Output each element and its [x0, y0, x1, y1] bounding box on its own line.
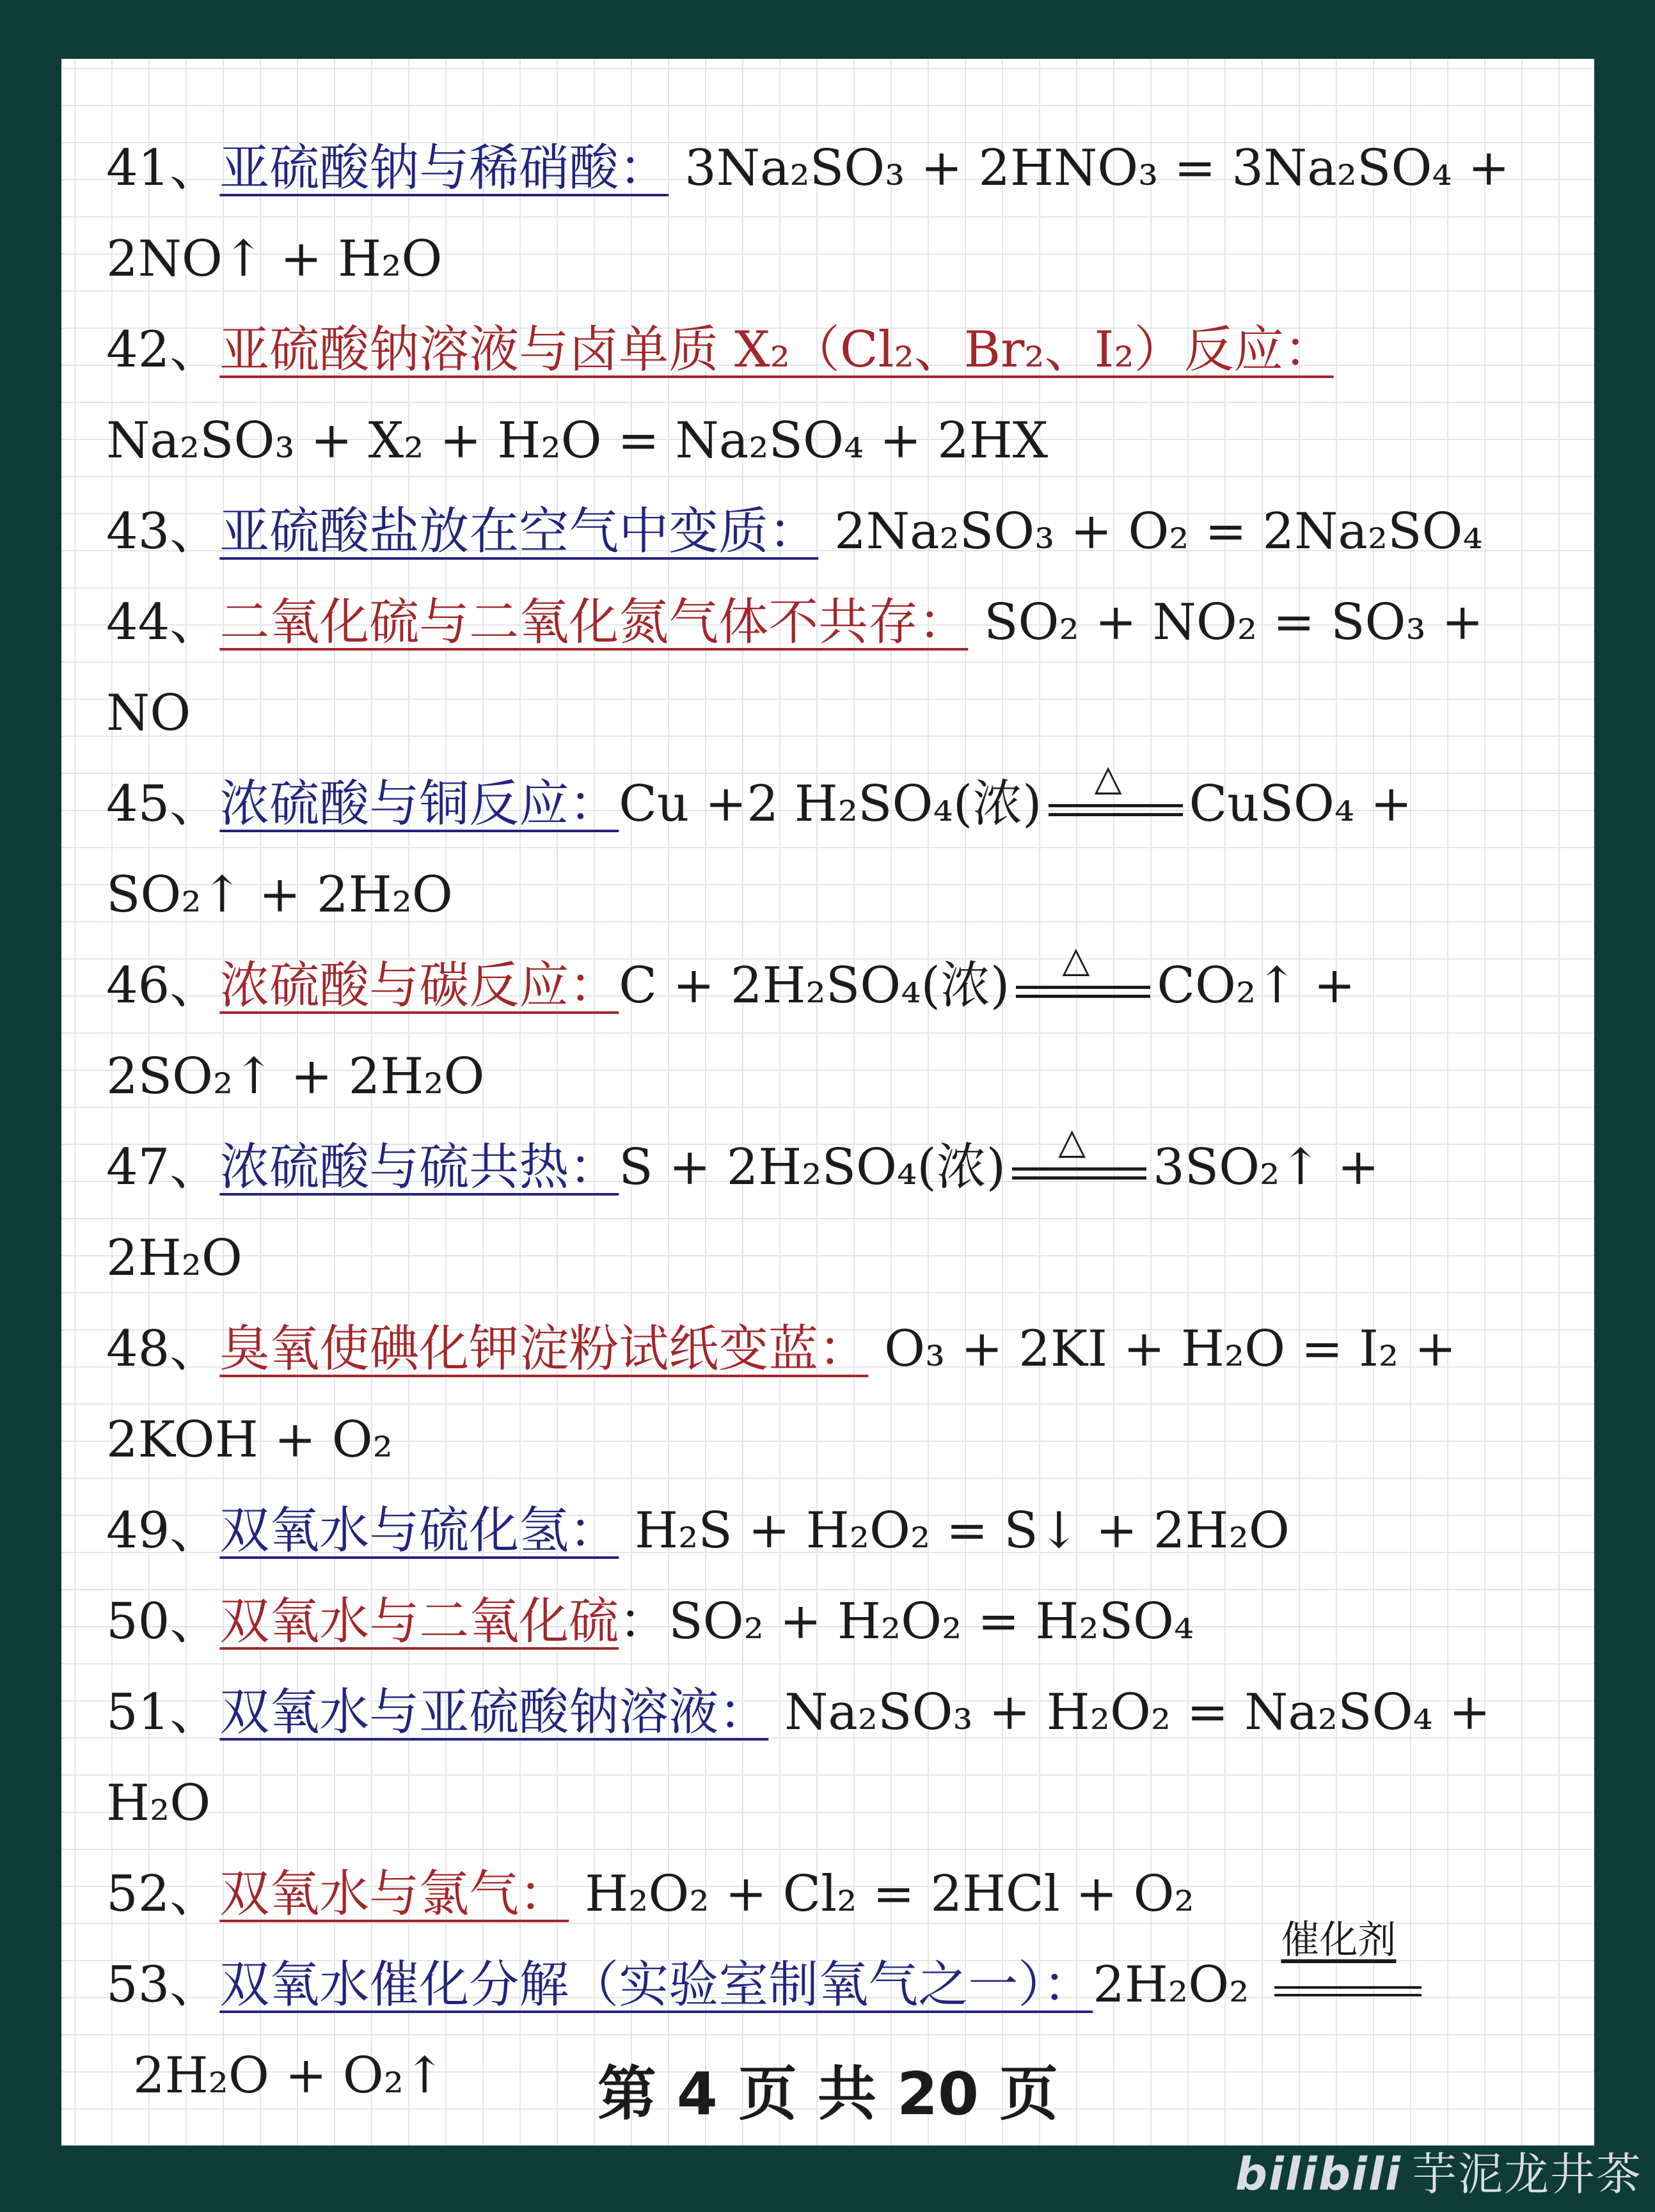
equation: 2NO↑ + H₂O	[106, 230, 443, 288]
equation: ：SO₂ + H₂O₂ = H₂SO₄	[619, 1593, 1194, 1650]
equation: SO₂↑ + 2H₂O	[106, 866, 453, 924]
item-label: 双氧水与硫化氢：	[219, 1502, 619, 1560]
item-number: 43、	[106, 503, 220, 560]
item-label: 亚硫酸钠与稀硝酸：	[219, 139, 669, 197]
item-number: 41、	[106, 139, 220, 197]
item-label: 臭氧使碘化钾淀粉试纸变蓝：	[219, 1320, 869, 1378]
equation: NO	[106, 684, 191, 742]
list-item	[106, 1304, 1558, 1394]
list-item-continued	[106, 1213, 1558, 1304]
heating-condition-arrow	[1049, 757, 1183, 827]
equation-reactants: Cu +2 H₂SO₄(浓)	[619, 775, 1042, 833]
equation: 3Na₂SO₃ + 2HNO₃ = 3Na₂SO₄ +	[685, 139, 1510, 197]
item-number: 42、	[106, 321, 220, 379]
item-number: 52、	[106, 1865, 220, 1923]
equation: 2H₂O	[106, 1229, 242, 1287]
item-label: 浓硫酸与碳反应：	[219, 957, 619, 1015]
list-item	[106, 1667, 1558, 1758]
item-label: 亚硫酸盐放在空气中变质：	[219, 503, 819, 560]
equation: H₂O	[106, 1774, 211, 1832]
watermark	[1235, 2138, 1642, 2203]
list-item	[106, 1917, 1558, 2030]
item-number: 48、	[106, 1320, 220, 1378]
page-number-footer: 第 4 页 共 20 页	[597, 2060, 1059, 2128]
equation: H₂S + H₂O₂ = S↓ + 2H₂O	[635, 1502, 1290, 1560]
list-item-continued	[106, 214, 1558, 304]
list-item	[106, 304, 1558, 395]
equation: 2Na₂SO₃ + O₂ = 2Na₂SO₄	[834, 503, 1483, 560]
heat-triangle-icon: △	[1058, 1120, 1086, 1162]
item-number: 44、	[106, 594, 220, 651]
item-label: 双氧水与二氧化硫	[219, 1593, 619, 1650]
item-number: 49、	[106, 1502, 220, 1560]
catalyst-condition-arrow	[1274, 1917, 1421, 2008]
heating-condition-arrow	[1016, 938, 1150, 1009]
equation-products: CO₂↑ +	[1157, 957, 1356, 1015]
author-name: 芋泥龙井茶	[1412, 2148, 1642, 2200]
item-label: 双氧水与氯气：	[219, 1865, 569, 1923]
equation-reactants: S + 2H₂SO₄(浓)	[619, 1139, 1006, 1196]
equation: Na₂SO₃ + X₂ + H₂O = Na₂SO₄ + 2HX	[106, 412, 1049, 470]
equation-reactants: 2H₂O₂	[1093, 1956, 1249, 2014]
heating-condition-arrow	[1012, 1120, 1146, 1190]
equation: SO₂ + NO₂ = SO₃ +	[984, 594, 1484, 651]
equation: 2H₂O + O₂↑	[133, 2047, 446, 2105]
list-item	[106, 1485, 1558, 1576]
item-number: 53、	[106, 1956, 220, 2014]
list-item	[106, 1122, 1558, 1213]
equation: 2SO₂↑ + 2H₂O	[106, 1048, 485, 1105]
item-label: 双氧水与亚硫酸钠溶液：	[219, 1684, 769, 1741]
list-item-continued	[106, 395, 1558, 486]
list-item	[106, 577, 1558, 668]
item-number: 45、	[106, 775, 220, 833]
list-item-continued	[106, 668, 1558, 759]
list-item	[106, 759, 1558, 849]
item-label: 二氧化硫与二氧化氮气体不共存：	[219, 594, 969, 651]
list-item	[106, 940, 1558, 1031]
item-label: 亚硫酸钠溶液与卤单质 X₂（Cl₂、Br₂、I₂）反应：	[219, 321, 1334, 379]
list-item-continued	[106, 1758, 1558, 1849]
catalyst-label: 催化剂	[1281, 1917, 1397, 1963]
notebook-page	[61, 59, 1594, 2145]
equation-products: 3SO₂↑ +	[1153, 1139, 1379, 1196]
list-item	[106, 1576, 1558, 1667]
list-item-continued	[106, 849, 1558, 940]
item-label: 浓硫酸与硫共热：	[219, 1139, 619, 1196]
list-item-continued	[106, 1394, 1558, 1485]
equation-reactants: C + 2H₂SO₄(浓)	[619, 957, 1010, 1015]
heat-triangle-icon: △	[1062, 938, 1090, 981]
item-label: 浓硫酸与铜反应：	[219, 775, 619, 833]
list-item	[106, 123, 1558, 214]
item-number: 51、	[106, 1684, 220, 1741]
item-number: 46、	[106, 957, 220, 1015]
equation-products: CuSO₄ +	[1189, 775, 1413, 833]
heat-triangle-icon: △	[1094, 757, 1122, 799]
bilibili-logo: bilibili	[1235, 2148, 1402, 2200]
equation-list	[106, 123, 1558, 2121]
item-number: 47、	[106, 1139, 220, 1196]
item-label: 双氧水催化分解（实验室制氧气之一）：	[219, 1956, 1093, 2014]
list-item-continued	[106, 1031, 1558, 1122]
equation: O₃ + 2KI + H₂O = I₂ +	[884, 1320, 1457, 1378]
item-number: 50、	[106, 1593, 220, 1650]
equation: H₂O₂ + Cl₂ = 2HCl + O₂	[585, 1865, 1194, 1923]
equation: 2KOH + O₂	[106, 1411, 393, 1469]
equation: Na₂SO₃ + H₂O₂ = Na₂SO₄ +	[784, 1684, 1491, 1741]
list-item	[106, 486, 1558, 577]
